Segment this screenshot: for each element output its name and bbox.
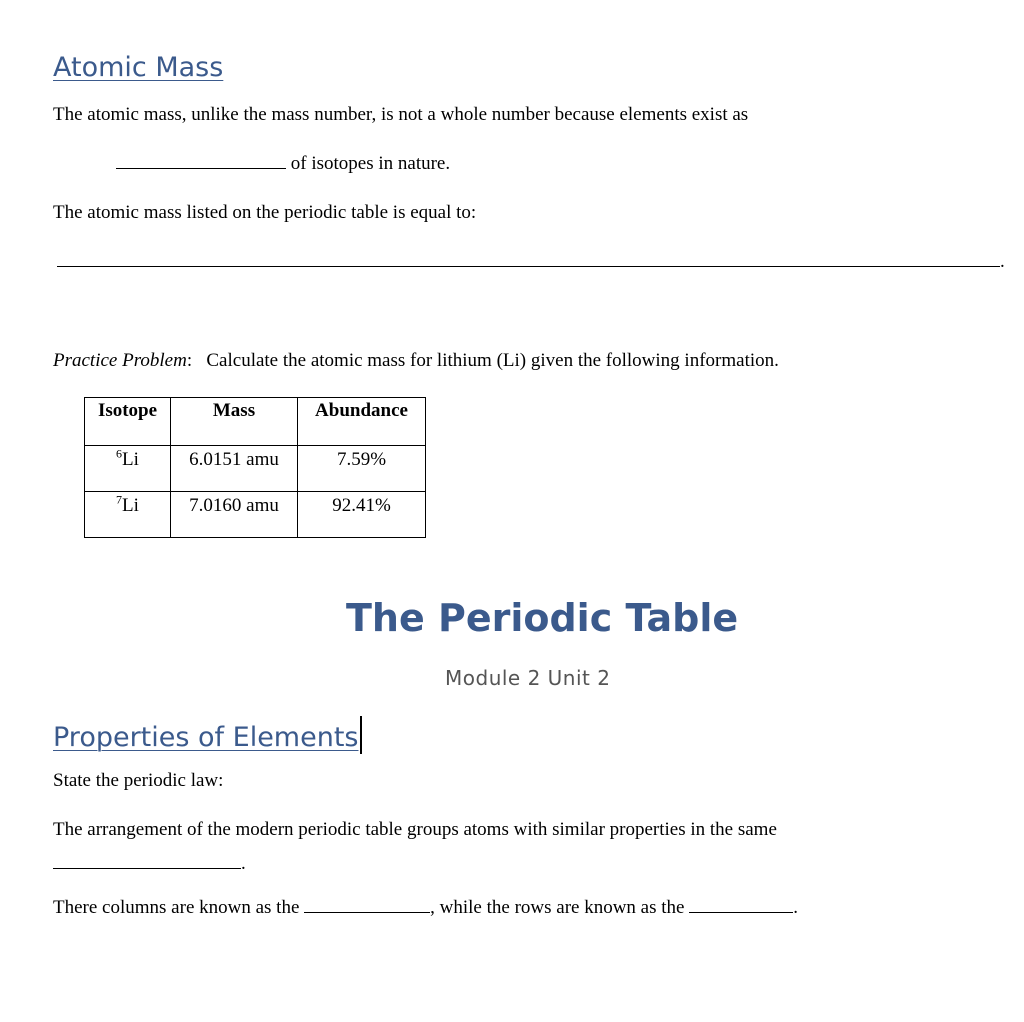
rows-text: , while the rows are known as the — [430, 897, 685, 918]
blank-mixtures — [116, 167, 286, 169]
practice-problem — [53, 350, 779, 372]
practice-colon: : — [186, 350, 193, 371]
period: . — [241, 853, 246, 874]
blank-groups — [53, 867, 241, 869]
period: . — [1000, 251, 1005, 272]
mass-cell: 6.0151 amu — [171, 446, 298, 492]
atomic-mass-line-1: The atomic mass, unlike the mass number, is not a whole number because elements exist as — [53, 104, 749, 125]
isotope-symbol: Li — [122, 449, 139, 470]
blank-definition — [57, 265, 1000, 267]
abundance-cell: 92.41% — [298, 492, 426, 538]
properties-heading-text: Properties of Elements — [53, 722, 359, 753]
period: . — [793, 897, 798, 918]
page-title: The Periodic Table — [346, 596, 739, 640]
atomic-mass-line-3: The atomic mass listed on the periodic table is equal to: — [53, 202, 477, 223]
properties-heading[interactable] — [53, 716, 362, 754]
header-abundance: Abundance — [298, 398, 426, 446]
table-header-row — [85, 398, 426, 446]
isotope-cell — [85, 446, 171, 492]
mass-number: 6 — [116, 446, 123, 461]
table-row — [85, 492, 426, 538]
text-cursor — [360, 716, 362, 754]
properties-line-2: The arrangement of the modern periodic table groups atoms with similar properties in the same — [53, 819, 777, 840]
atomic-mass-line-2-text: of isotopes in nature. — [290, 153, 451, 174]
abundance-cell: 7.59% — [298, 446, 426, 492]
mass-number: 7 — [116, 492, 123, 507]
page-subtitle: Module 2 Unit 2 — [445, 666, 611, 690]
practice-label: Practice Problem — [53, 350, 187, 371]
header-mass: Mass — [171, 398, 298, 446]
isotope-symbol: Li — [122, 495, 139, 516]
atomic-mass-heading: Atomic Mass — [53, 52, 224, 83]
isotope-table — [84, 397, 426, 538]
table-row — [85, 446, 426, 492]
blank-rows — [689, 911, 793, 913]
atomic-mass-line-2 — [116, 153, 450, 175]
mass-cell: 7.0160 amu — [171, 492, 298, 538]
isotope-cell — [85, 492, 171, 538]
atomic-mass-line-4 — [57, 251, 1005, 273]
properties-line-1: State the periodic law: — [53, 770, 224, 791]
blank-columns — [304, 911, 430, 913]
properties-line-4 — [53, 897, 798, 919]
properties-line-3 — [53, 853, 246, 875]
columns-text: There columns are known as the — [53, 897, 300, 918]
header-isotope: Isotope — [85, 398, 171, 446]
practice-text: Calculate the atomic mass for lithium (Li) given the following information. — [206, 350, 779, 371]
